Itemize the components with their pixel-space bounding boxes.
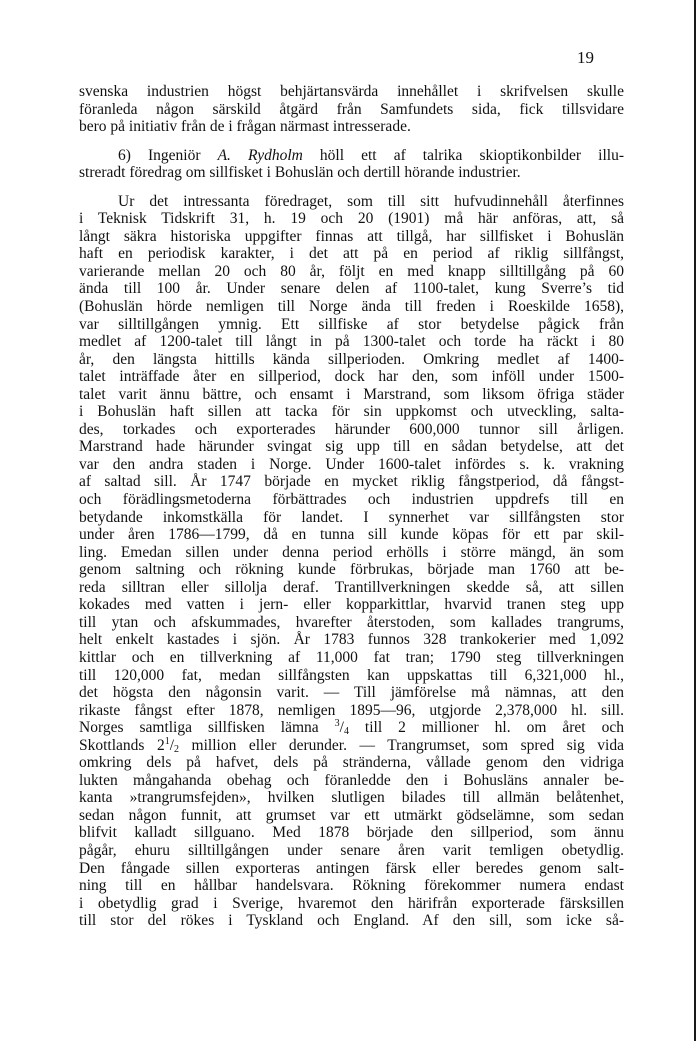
text-line: ning till en hållbar handelsvara. Rökning förekommer numera endast [79,877,624,895]
text-line: i obetydlig grad i Sverige, hvaremot den härifrån exporterade färsksillen [79,894,624,912]
text-line: lukten mångahanda obehag och föranledde den i Bohusläns annaler be- [79,771,624,789]
paragraph [79,193,624,930]
text-line: kanta »trangrumsfejden», hvilken slutligen bilades till allmän belåtenhet, [79,789,624,807]
text-line: blifvit kalladt sillguano. Med 1878 började den sillperiod, som ännu [79,824,624,842]
text-line: Marstrand hade härunder svingat sig upp till en sådan betydelse, att det [79,438,624,456]
text-line: det högsta den någonsin varit. — Till jämförelse må nämnas, att den [79,684,624,702]
text-line: reda silltran eller sillolja deraf. Trantillverkningen skedde så, att sillen [79,578,624,596]
text-line: (Bohuslän hörde nemligen till Norge ända till freden i Roeskilde 1658), [79,298,624,316]
paragraph [79,147,624,182]
body-text [79,83,624,930]
text-line: Skottlands $2^1/_2$ million eller derunder. — Trangrumset, som spred sig vida [79,736,624,755]
text-line: varierande mellan 20 och 80 år, följt en med knapp silltillgång på 60 [79,262,624,280]
text-line: af saltad sill. År 1747 började en mycket riklig fångstperiod, då fångst- [79,473,624,491]
text-line: genom saltning och rökning kunde förbrukas, började man 1760 att be- [79,561,624,579]
text-line: år, den längsta hittills kända sillperioden. Omkring medlet af 1400- [79,350,624,368]
text-line: under åren 1786—1799, då en tunna sill kunde köpas för ett par skil- [79,526,624,544]
text-line: 6) Ingeniör A. Rydholm höll ett af talrika skioptikonbilder illu- [118,146,624,164]
paragraph [79,83,624,136]
text-line: bero på initiativ från de i frågan närmast intresserade. [79,118,411,136]
text-line: ling. Emedan sillen under denna period erhölls i större mängd, än som [79,543,624,561]
text-line: i Teknisk Tidskrift 31, h. 19 och 20 (1901) må här anföras, att, så [79,210,624,228]
text-line: talet varit ännu bättre, och ensamt i Marstrand, som liksom öfriga städer [79,385,624,403]
text-line: medlet af 1200-talet till långt in på 1300-talet och torde ha räckt i 80 [79,333,624,351]
text-line: till stor del rökes i Tyskland och England. Af den sill, som icke så- [79,912,624,930]
text-line: var silltillgången ymnig. Ett sillfiske af stor betydelse pågick från [79,315,624,333]
page-number: 19 [577,48,594,67]
text-line: haft en periodisk karakter, i det att på en period af riklig sillfångst, [79,245,624,263]
text-line: kokades med vatten i jern- eller kopparkittlar, hvarvid tranen steg upp [79,596,624,614]
text-line: omkring dels på hafvet, dels på stränderna, vållade genom den vidriga [79,754,624,772]
text-line: streradt föredrag om sillfisket i Bohuslän och dertill hörande industrier. [79,164,521,182]
text-line: till ytan och afskummades, hvarefter återstoden, som kallades trangrums, [79,613,624,631]
text-line: Den fångade sillen exporteras antingen färsk eller beredes genom salt- [79,859,624,877]
text-line: ända till 100 år. Under senare delen af 1100-talet, kung Sverre’s tid [79,280,624,298]
text-line: svenska industrien högst behjärtansvärda innehållet i skrifvelsen skulle [79,83,624,100]
text-line: des, torkades och exporterades härunder 600,000 tunnor sill årligen. [79,420,624,438]
text-line: Ur det intressanta föredraget, som till sitt hufvudinnehåll återfinnes [118,192,624,210]
text-line: betydande inkomstkälla för landet. I synnerhet var sillfångsten stor [79,508,624,526]
text-line: till 120,000 fat, medan sillfångsten kan uppskattas till 6,321,000 hl., [79,666,624,684]
text-line: sedan någon funnit, att grumset var ett utmärkt gödselämne, som sedan [79,806,624,824]
text-line: i Bohuslän haft sillen att tacka för sin uppkomst och utveckling, salta- [79,403,624,421]
text-line: kittlar och en tillverkning af 11,000 fat tran; 1790 steg tillverkningen [79,648,624,666]
text-line: föranleda någon särskild åtgärd från Samfundets sida, fick tillsvidare [79,100,624,118]
text-line: Norges samtliga sillfisken lämna $^3/_4$ till 2 millioner hl. om året och [79,719,624,737]
text-line: rikaste fångst efter 1878, nemligen 1895—96, utgjorde 2,378,000 hl. sill. [79,701,624,719]
text-line: talet inträffade åter en sillperiod, dock har den, som inföll under 1500- [79,368,624,386]
text-line: var den andra staden i Norge. Under 1600-talet infördes s. k. vrakning [79,455,624,473]
text-line: pågår, ehuru silltillgången under senare åren varit temligen obetydlig. [79,841,624,859]
text-line: långt säkra historiska uppgifter finnas att tillgå, har sillfisket i Bohuslän [79,227,624,245]
text-line: helt enkelt kastades i sjön. År 1783 funnos 328 trankokerier med 1,092 [79,631,624,649]
text-line: och förädlingsmetoderna förbättrades och industrien uppdrefs till en [79,491,624,509]
